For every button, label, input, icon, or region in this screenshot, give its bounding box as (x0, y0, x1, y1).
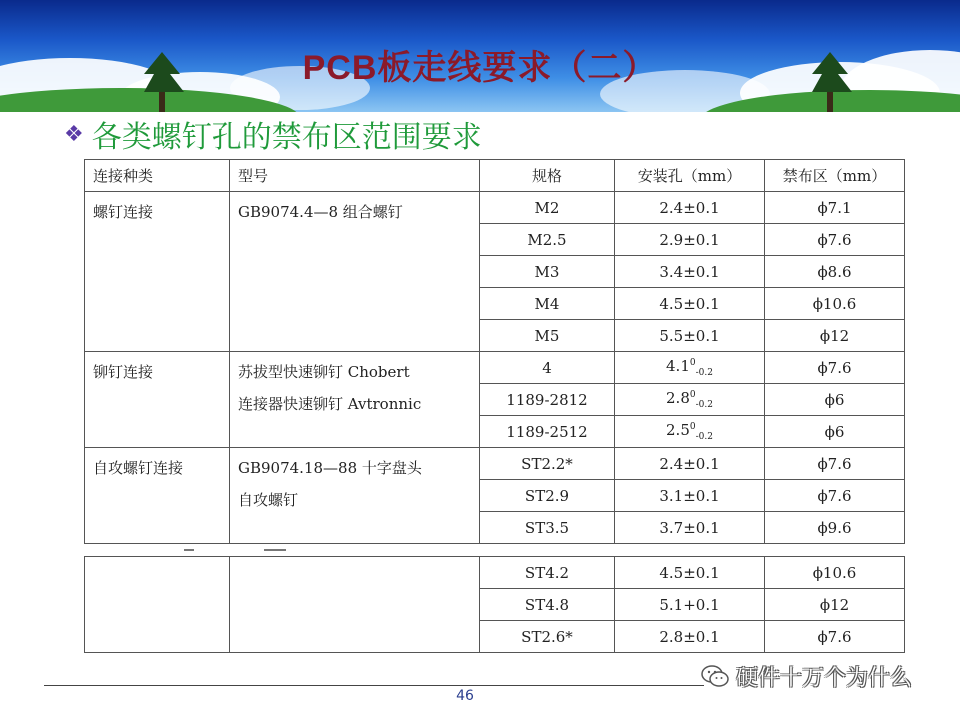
keepout-cell: ϕ6 (765, 416, 905, 448)
keepout-cell: ϕ10.6 (765, 557, 905, 589)
hole-cell: 2.4±0.1 (615, 448, 765, 480)
table-row (85, 557, 905, 589)
hole-cell: 2.4±0.1 (615, 192, 765, 224)
hole-cell: 5.1+0.1 (615, 589, 765, 621)
hole-cell: 2.9±0.1 (615, 224, 765, 256)
cut-dash (264, 549, 286, 551)
keepout-cell: ϕ7.6 (765, 224, 905, 256)
spec-cell: M5 (480, 320, 615, 352)
hole-cell: 4.5±0.1 (615, 557, 765, 589)
title-suffix: 板走线要求（二） (377, 48, 658, 88)
table-header-cell: 安装孔（mm） (615, 160, 765, 192)
keepout-cell: ϕ8.6 (765, 256, 905, 288)
subtitle-text: 各类螺钉孔的禁布区范围要求 (91, 120, 482, 155)
spec-cell: M2.5 (480, 224, 615, 256)
hole-upper-tol: 0 (689, 422, 696, 432)
table-header-row (85, 160, 905, 192)
connection-type-cell (85, 557, 230, 653)
hole-cell: 3.7±0.1 (615, 512, 765, 544)
table-header-cell: 连接种类 (85, 160, 230, 192)
keepout-cell: ϕ9.6 (765, 512, 905, 544)
spec-cell: ST4.2 (480, 557, 615, 589)
page-number: 46 (456, 688, 474, 704)
table-row (85, 448, 905, 480)
hole-cell (615, 384, 765, 416)
watermark (700, 660, 912, 692)
hole-lower-tol: -0.2 (695, 368, 713, 378)
hole-lower-tol: -0.2 (695, 400, 713, 410)
wechat-icon (700, 663, 730, 689)
hole-upper-tol: 0 (689, 390, 696, 400)
spec-cell: M3 (480, 256, 615, 288)
keepout-cell: ϕ10.6 (765, 288, 905, 320)
keepout-cell: ϕ7.6 (765, 352, 905, 384)
model-cell (230, 192, 480, 352)
connection-type-cell: 螺钉连接 (85, 192, 230, 352)
hole-cell: 2.8±0.1 (615, 621, 765, 653)
table-cut-gap (84, 548, 910, 556)
slide-subtitle (64, 114, 482, 154)
title-prefix: PCB (302, 49, 378, 87)
keepout-cell: ϕ7.1 (765, 192, 905, 224)
spec-cell: 4 (480, 352, 615, 384)
model-text: 连接器快速铆钉 Avtronnic (238, 395, 422, 413)
model-text: GB9074.4—8 组合螺钉 (238, 203, 403, 221)
watermark-text: 硬件十万个为什么 (736, 665, 913, 691)
hole-lower-tol: -0.2 (695, 432, 713, 442)
model-cell (230, 352, 480, 448)
connection-type-cell: 铆钉连接 (85, 352, 230, 448)
keepout-cell: ϕ6 (765, 384, 905, 416)
slide-title (0, 40, 960, 89)
hole-base: 2.5 (666, 421, 690, 439)
hole-cell: 3.1±0.1 (615, 480, 765, 512)
hole-cell: 4.5±0.1 (615, 288, 765, 320)
hole-base: 2.8 (666, 389, 690, 407)
keepout-cell: ϕ12 (765, 320, 905, 352)
spec-cell: 1189-2812 (480, 384, 615, 416)
hole-cell: 5.5±0.1 (615, 320, 765, 352)
keepout-table-continuation (84, 556, 905, 653)
table-row (85, 192, 905, 224)
spec-cell: ST2.9 (480, 480, 615, 512)
table-header-cell: 规格 (480, 160, 615, 192)
table-header-cell: 禁布区（mm） (765, 160, 905, 192)
cut-dash (184, 549, 194, 551)
spec-cell: ST3.5 (480, 512, 615, 544)
header-banner (0, 0, 960, 112)
keepout-cell: ϕ12 (765, 589, 905, 621)
model-text: 苏拔型快速铆钉 Chobert (238, 363, 410, 381)
connection-type-cell: 自攻螺钉连接 (85, 448, 230, 544)
model-cell (230, 557, 480, 653)
spec-cell: ST4.8 (480, 589, 615, 621)
table-row (85, 352, 905, 384)
hole-upper-tol: 0 (689, 358, 696, 368)
hole-cell: 3.4±0.1 (615, 256, 765, 288)
bullet-icon: ❖ (64, 121, 84, 147)
model-text: 自攻螺钉 (238, 491, 299, 509)
keepout-cell: ϕ7.6 (765, 621, 905, 653)
hole-base: 4.1 (666, 357, 690, 375)
keepout-table (84, 159, 905, 544)
hole-cell (615, 416, 765, 448)
spec-cell: 1189-2512 (480, 416, 615, 448)
footer-divider (44, 685, 704, 686)
hole-cell (615, 352, 765, 384)
spec-cell: ST2.2* (480, 448, 615, 480)
model-text: GB9074.18—88 十字盘头 (238, 459, 422, 477)
keepout-cell: ϕ7.6 (765, 448, 905, 480)
table-header-cell: 型号 (230, 160, 480, 192)
spec-cell: M2 (480, 192, 615, 224)
keepout-cell: ϕ7.6 (765, 480, 905, 512)
model-cell (230, 448, 480, 544)
spec-cell: ST2.6* (480, 621, 615, 653)
spec-cell: M4 (480, 288, 615, 320)
